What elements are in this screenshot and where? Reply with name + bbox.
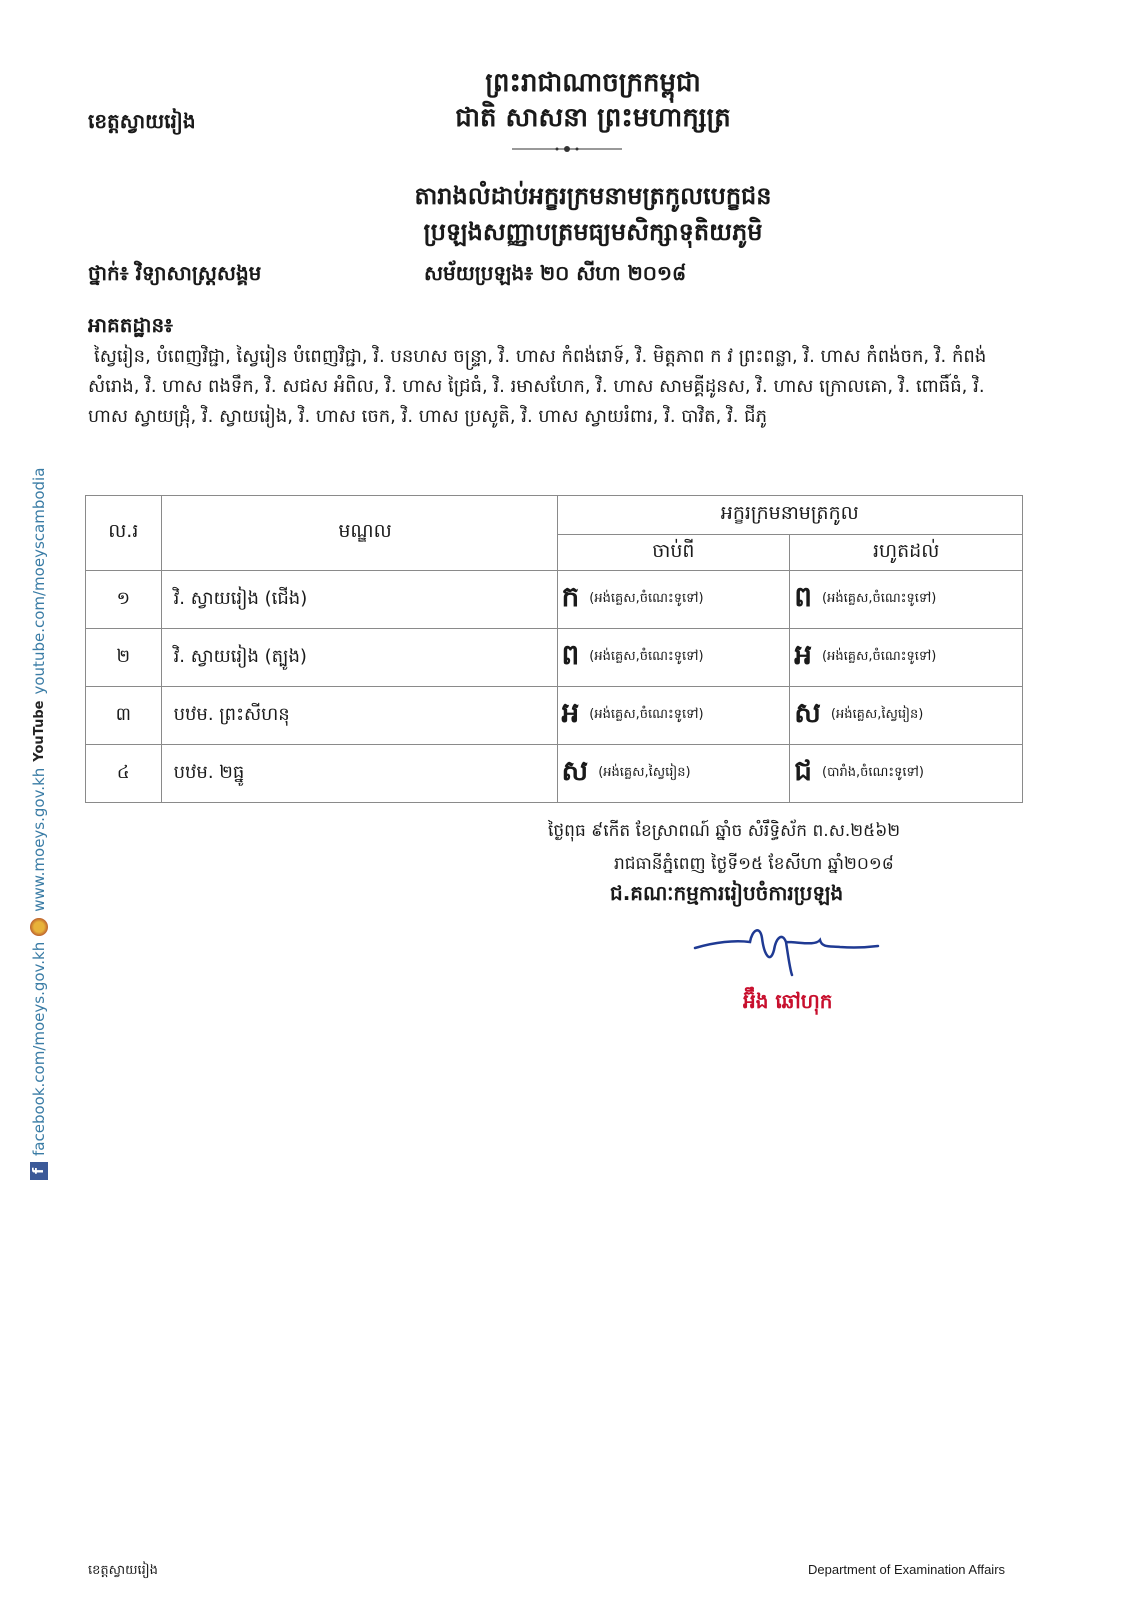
footer-department: Department of Examination Affairs [808,1562,1006,1577]
document-title [0,178,1131,250]
facebook-icon: f [30,1162,48,1180]
row-center: បឋម. ២ធ្នូ [161,745,557,803]
website-link[interactable]: www.moeys.gov.kh [30,767,48,912]
header-to: រហូតដល់ [790,535,1023,571]
youtube-link[interactable]: youtube.com/moeyscambodia [30,467,48,695]
solar-date: រាជធានីភ្នំពេញ ថ្ងៃទី១៥ ខែសីហា ឆ្នាំ២០១៨ [614,854,894,874]
from-letter: ព [561,638,580,671]
to-note: (អង់គ្លេស,ចំណេះទូទៅ) [822,591,937,606]
header-center: មណ្ឌល [161,496,557,571]
to-letter: ព [794,580,813,613]
national-motto: ជាតិ សាសនា ព្រះមហាក្សត្រ [455,103,731,134]
ornament-divider [512,144,622,154]
row-to [790,687,1023,745]
signatory-name: អ៊ឹង ឆៅហុក [743,989,833,1013]
from-letter: ក [561,580,580,613]
session-date: សម័យប្រឡង៖ ២០ សីហា ២០១៨ [424,261,687,285]
youtube-icon: YouTube [31,700,47,762]
from-note: (អង់គ្លេស,ចំណេះទូទៅ) [589,649,704,664]
facebook-link[interactable]: facebook.com/moeys.gov.kh [30,941,48,1156]
title-line-2: ប្រឡងសញ្ញាបត្រមធ្យមសិក្សាទុតិយភូមិ [423,218,763,246]
footer-province: ខេត្តស្វាយរៀង [88,1563,158,1578]
row-number: ៣ [86,687,162,745]
row-number: ២ [86,629,162,687]
from-note: (អង់គ្លេស,ចំណេះទូទៅ) [589,591,704,606]
row-center: វិ. ស្វាយរៀង (ត្បូង) [161,629,557,687]
to-letter: អ [794,638,813,671]
ministry-emblem-icon [30,918,48,936]
to-note: (អង់គ្លេស,ចំណេះទូទៅ) [822,649,937,664]
from-letter: ស [561,754,589,787]
lunar-date: ថ្ងៃពុធ ៩កើត ខែស្រាពណ៍ ឆ្នាំច សំរឹទ្ធិស័ក ព.ស.២៥៦២ [548,821,901,841]
to-note: (បារាំង,ចំណេះទូទៅ) [822,765,924,780]
header-number: ល.រ [86,496,162,571]
to-note: (អង់គ្លេស,ស្វៃរៀន) [830,707,924,722]
alphabet-table [85,495,1023,803]
kingdom-name: ព្រះរាជាណាចក្រកម្ពុជា [485,68,701,98]
from-letter: អ [561,696,580,729]
row-from [557,745,790,803]
province-name: ខេត្តស្វាយរៀង [88,109,196,133]
table-row [86,687,1023,745]
row-center: វិ. ស្វាយរៀង (ជើង) [161,571,557,629]
ministry-sidebar [30,468,48,1180]
header-alphabet: អក្ខរក្រមនាមត្រកូល [557,496,1022,535]
table-row [86,571,1023,629]
row-from [557,687,790,745]
to-letter: ជ [794,754,813,787]
subject-label: ថ្នាក់៖ វិទ្យាសាស្ត្រសង្គម [88,261,262,285]
signature-image [690,920,880,980]
row-to [790,745,1023,803]
row-from [557,571,790,629]
row-to [790,571,1023,629]
row-number: ១ [86,571,162,629]
locations-heading: អាគតដ្ឋាន៖ [88,313,173,337]
header-from: ចាប់ពី [557,535,790,571]
row-from [557,629,790,687]
row-center: បឋម. ព្រះសីហនុ [161,687,557,745]
locations-list: ស្វៃរៀន, បំពេញវិជ្ជា, ស្វៃរៀន បំពេញវិជ្ជា, វិ. បនហស ចន្ទ្រា, វិ. ហាស កំពង់រោទ៍, វិ. មិត្តភាព ក វ ព្រះពន្លា, វិ. ហាស កំពង់ចក, វិ. កំពង់សំរោង, វិ. ហាស ពងទឹក, វិ. សជស អំពិល, វិ. ហាស ជ្រៃធំ, វិ. រមាសហែក, វិ. ហាស សាមគ្គីដូនស, វិ. ហាស ក្រោលគោ, វិ. ពោធិ៍ធំ, វិ. ហាស ស្វាយជ្រុំ, វិ. ស្វាយរៀង, វិ. ហាស ចេក, វិ. ហាស ប្រសូតិ, វិ. ហាស ស្វាយរំពារ, វិ. បាវិត, វិ. ជីភូ [88,346,987,427]
from-note: (អង់គ្លេស,ចំណេះទូទៅ) [589,707,704,722]
table-row [86,629,1023,687]
row-number: ៤ [86,745,162,803]
title-line-1: តារាងលំដាប់អក្ខរក្រមនាមត្រកូលបេក្ខជន [414,182,772,210]
committee-title: ជ.គណៈកម្មការរៀបចំការប្រឡង [610,881,844,905]
table-row [86,745,1023,803]
to-letter: ស [794,696,821,729]
from-note: (អង់គ្លេស,ស្វៃរៀន) [598,765,691,780]
row-to [790,629,1023,687]
